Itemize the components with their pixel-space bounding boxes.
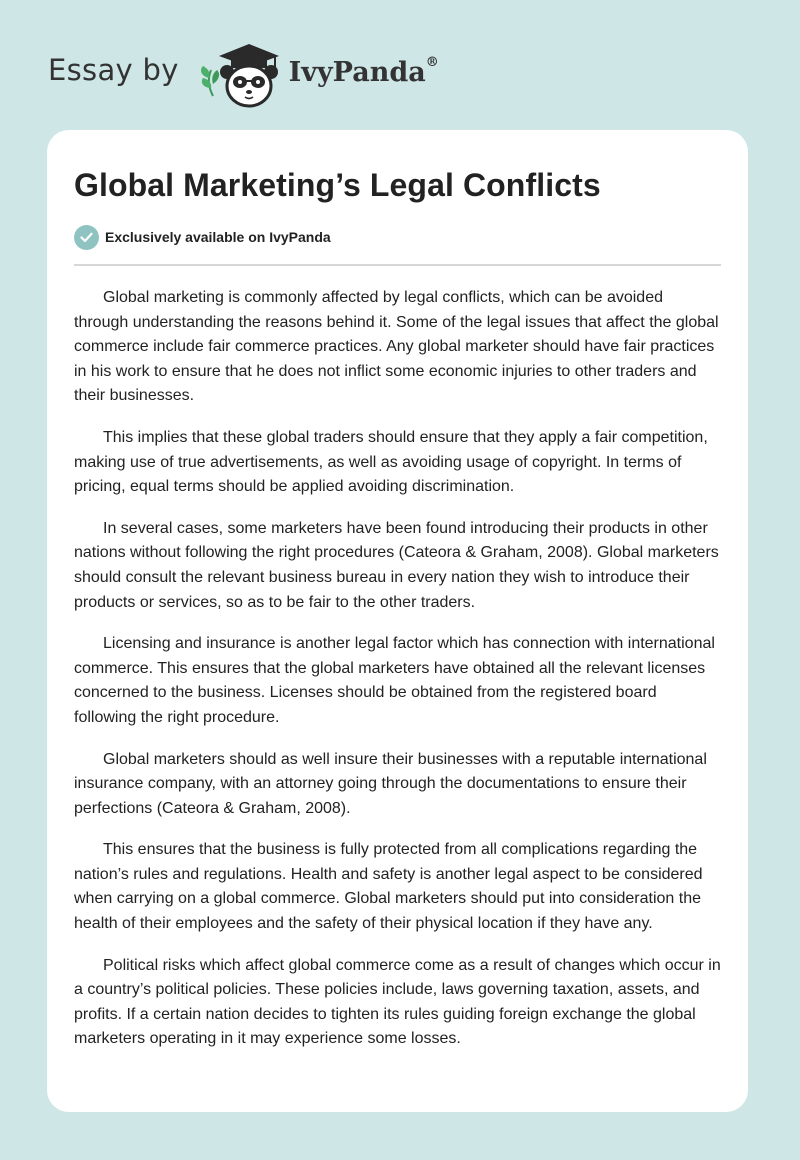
exclusive-badge bbox=[74, 224, 721, 250]
brand-header bbox=[48, 34, 439, 110]
essay-card bbox=[47, 130, 748, 1112]
exclusive-badge-label: Exclusively available on IvyPanda bbox=[105, 229, 331, 245]
paragraph: This implies that these global traders should ensure that they apply a fair competition, making use of true advertisements, as well as avoiding usage of copyright. In terms of pricing, equal terms should be applied avoiding discrimination. bbox=[74, 428, 708, 496]
essay-by-label: Essay by bbox=[48, 53, 179, 87]
paragraph: Political risks which affect global commerce come as a result of changes which occur in a country’s political policies. These policies include, laws governing taxation, assets, and profits. If a certain nation decides to tighten its rules guiding foreign exchange the global marketers operating in it may experience some losses. bbox=[74, 956, 721, 1048]
paragraph: Global marketing is commonly affected by legal conflicts, which can be avoided through understanding the reasons behind it. Some of the legal issues that affect the global commerce include fair commerce practices. Any global marketer should have fair practices in his work to ensure that he does not inflict some economic injuries to other traders and their businesses. bbox=[74, 289, 719, 405]
ivy-leaf-icon bbox=[201, 66, 219, 96]
brand-name[interactable] bbox=[288, 54, 439, 88]
page-title: Global Marketing’s Legal Conflicts bbox=[74, 167, 601, 203]
trademark-symbol: ® bbox=[425, 54, 439, 70]
paragraph: In several cases, some marketers have been found introducing their products in other nations without following the right procedures (Cateora & Graham, 2008). Global marketers should consult the relevant business bureau in every nation they wish to introduce their products or services, so as to be fair to the other traders. bbox=[74, 519, 719, 611]
panda-logo-icon[interactable] bbox=[191, 34, 287, 110]
check-icon bbox=[74, 225, 99, 250]
paragraph: Global marketers should as well insure their businesses with a reputable international insurance company, with an attorney going through the documentations to ensure their perfections (Cateora & Graham, 2008). bbox=[74, 750, 707, 817]
essay-body bbox=[74, 286, 721, 1052]
paragraph: Licensing and insurance is another legal factor which has connection with international commerce. This ensures that the global marketers have obtained all the relevant licenses concerned to the business. Licenses should be obtained from the registered board following the right procedure. bbox=[74, 635, 715, 726]
brand-name-label: IvyPanda bbox=[288, 56, 426, 88]
divider bbox=[74, 264, 721, 266]
paragraph: This ensures that the business is fully protected from all complications regarding the nation’s rules and regulations. Health and safety is another legal aspect to be considered when carrying on a global commerce. Global marketers should put into consideration the health of their employees and the safety of their physical location if they have any. bbox=[74, 841, 703, 933]
